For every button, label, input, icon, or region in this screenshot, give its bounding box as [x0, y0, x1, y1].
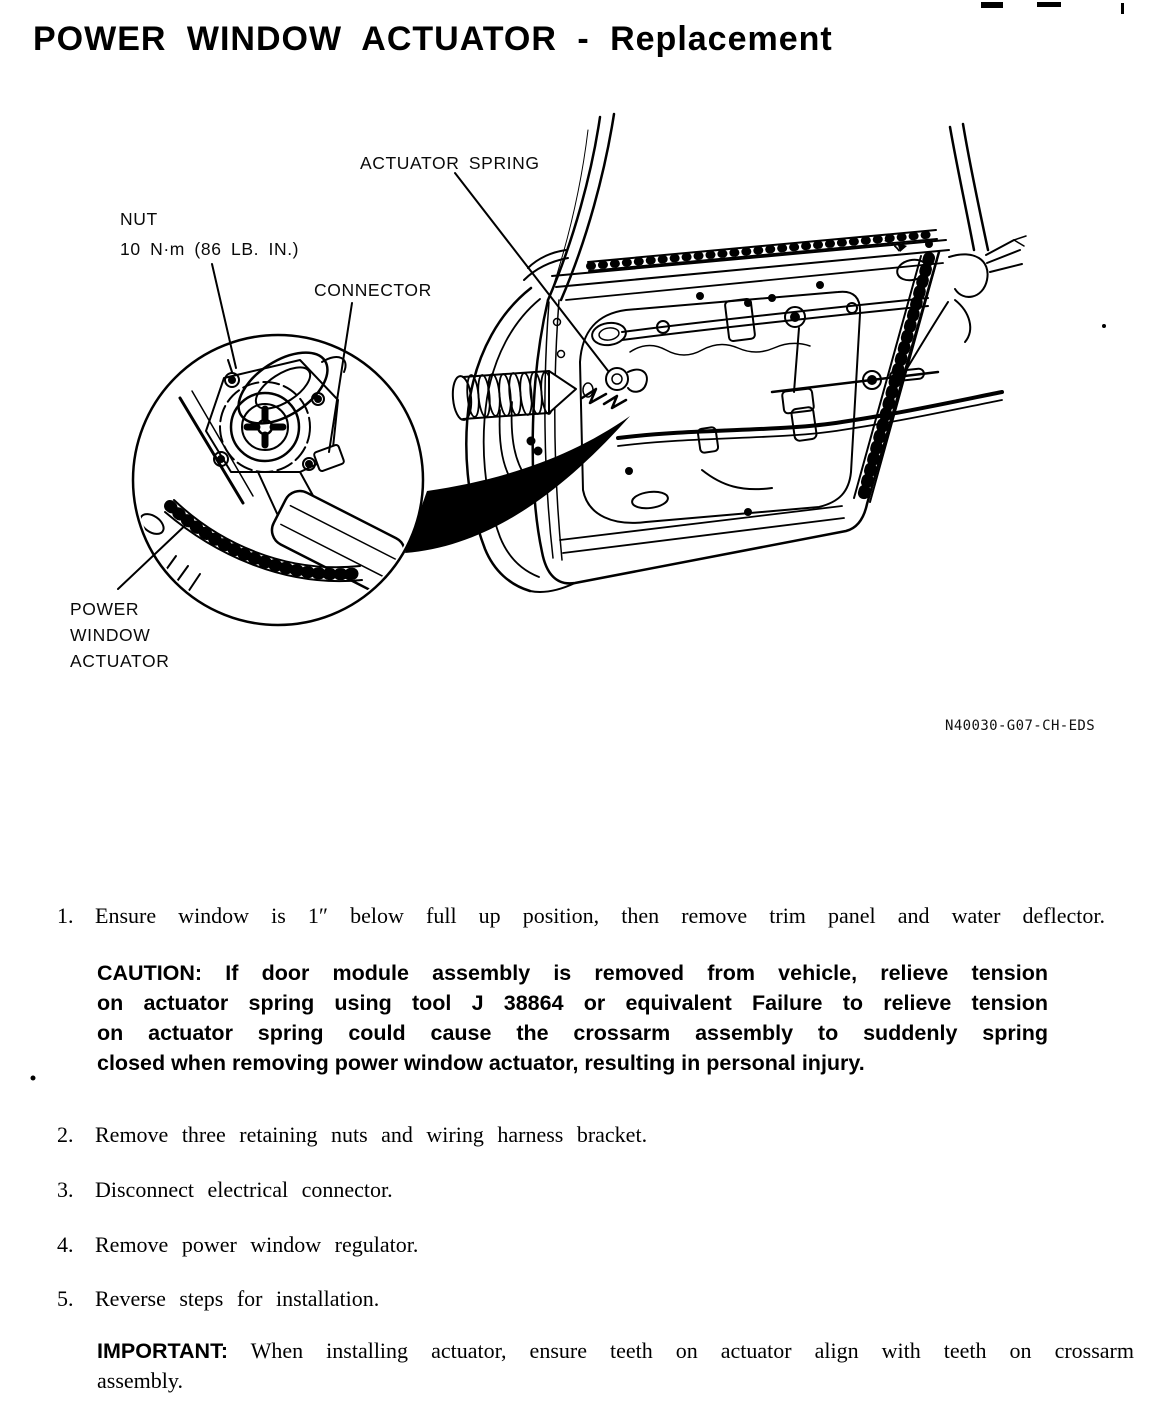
step-text: Reverse steps for installation. — [95, 1286, 380, 1311]
caution-line: on actuator spring using tool J 38864 or equivalent Failure to relieve tension — [97, 991, 1048, 1015]
step-1 — [57, 903, 1105, 929]
caution-line: on actuator spring could cause the crossarm assembly to suddenly spring — [97, 1021, 1048, 1045]
caution-line: CAUTION: If door module assembly is removed from vehicle, relieve tension — [97, 961, 1048, 985]
step-3 — [57, 1177, 393, 1203]
important-note — [97, 1336, 1134, 1396]
step-number: 4. — [57, 1232, 74, 1257]
step-number: 1. — [57, 903, 74, 928]
figure-code: N40030-G07-CH-EDS — [945, 718, 1096, 734]
label-pwa-line3: ACTUATOR — [70, 651, 170, 671]
caution-line: closed when removing power window actuator, resulting in personal injury. — [97, 1051, 865, 1075]
inner-panel-mechanisms — [500, 236, 1026, 523]
leader-actuator-spring — [455, 173, 612, 376]
label-connector: CONNECTOR — [314, 280, 432, 300]
caution-block — [97, 958, 1048, 1078]
step-text: Disconnect electrical connector. — [95, 1177, 393, 1202]
step-4 — [57, 1232, 418, 1258]
step-text: Remove power window regulator. — [95, 1232, 419, 1257]
label-nut-torque: 10 N·m (86 LB. IN.) — [120, 239, 300, 259]
important-line-2: assembly. — [97, 1368, 183, 1393]
label-power-window-actuator — [70, 596, 169, 674]
label-pwa-line1: POWER — [70, 599, 140, 619]
step-number: 5. — [57, 1286, 74, 1311]
step-number: 2. — [57, 1122, 74, 1147]
belt-molding — [524, 230, 949, 287]
callout-circle-fill — [133, 335, 423, 625]
label-actuator-spring: ACTUATOR SPRING — [360, 153, 540, 173]
step-2 — [57, 1122, 647, 1148]
important-line-1 — [97, 1336, 1134, 1366]
step-number: 3. — [57, 1177, 74, 1202]
step-5 — [57, 1286, 379, 1312]
label-pwa-line2: WINDOW — [70, 625, 151, 645]
conduit-boot — [451, 371, 626, 421]
page-title: POWER WINDOW ACTUATOR - Replacement — [33, 19, 833, 59]
important-label: IMPORTANT: — [97, 1339, 228, 1363]
step-text: Ensure window is 1″ below full up position, then remove trim panel and water deflector. — [95, 903, 1105, 928]
magnifier-swoosh — [405, 416, 630, 553]
step-text: Remove three retaining nuts and wiring harness bracket. — [95, 1122, 648, 1147]
important-text: When installing actuator, ensure teeth on actuator align with teeth on crossarm — [250, 1338, 1134, 1363]
label-nut: NUT — [120, 209, 158, 229]
